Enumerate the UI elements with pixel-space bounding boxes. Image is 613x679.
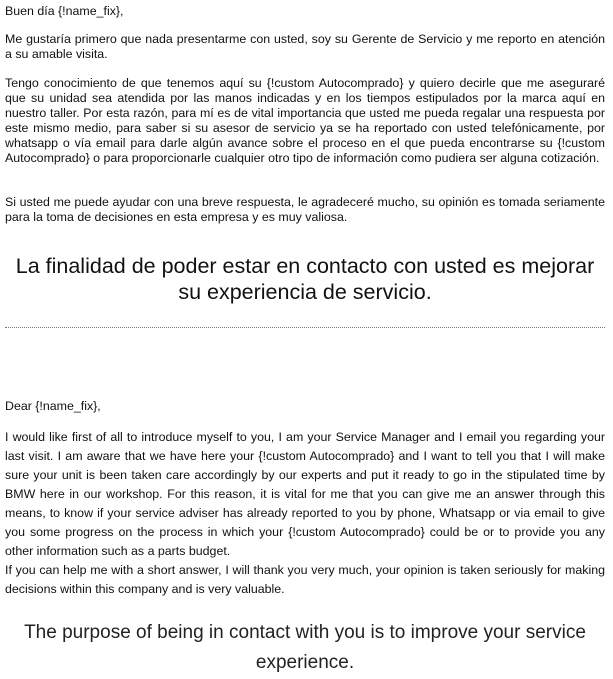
paragraph-spanish-closing: Si usted me puede ayudar con una breve respuesta, le agradeceré mucho, su opinión es tomada seriamente para la toma de decisiones en esta empresa y es muy valiosa. <box>5 195 605 224</box>
paragraph-english-closing: If you can help me with a short answer, I will thank you very much, your opinion is taken seriously for making decisions within this company and is very valuable. <box>5 563 605 596</box>
section-divider <box>5 327 605 328</box>
headline-spanish: La finalidad de poder estar en contacto con usted es mejorar su experiencia de servicio. <box>15 254 595 304</box>
greeting-spanish: Buen día {!name_fix}, <box>5 4 124 18</box>
headline-english: The purpose of being in contact with you is to improve your service experience. <box>24 622 586 673</box>
greeting-english: Dear {!name_fix}, <box>5 399 101 413</box>
paragraph-spanish-body: Tengo conocimiento de que tenemos aquí su {!custom Autocomprado} y quiero decirle que me aseguraré que su unidad sea atendida por las manos indicadas y en los tiempos estipulados por la marca aquí en nuestro taller. Por esta razón, para mí es de vital importancia que usted me pueda regalar una respuesta por este mismo medio, para saber si su asesor de servicio ya se ha reportado con usted telefónicamente, por whatsapp o vía email para darle algún avance sobre el proceso en el que pueda encontrarse su {!custom Autocomprado} o para proporcionarle cualquier otro tipo de información como pudiera ser alguna cotización. <box>5 76 605 165</box>
paragraph-spanish-intro: Me gustaría primero que nada presentarme con usted, soy su Gerente de Servicio y me reporto en atención a su amable visita. <box>5 32 605 61</box>
paragraph-english-body: I would like first of all to introduce myself to you, I am your Service Manager and I email you regarding your last visit. I am aware that we have here your {!custom Autocomprado} and I want to tell you that I will make sure your unit is been taken care accordingly by our experts and put it ready to go in the stipulated time by BMW here in our workshop. For this reason, it is vital for me that you can give me an answer through this means, to know if your service adviser has already reported to you by phone, Whatsapp or via email to give you some progress on the process in which your {!custom Autocomprado} could be or to provide you any other information such as a parts budget. <box>5 430 605 558</box>
